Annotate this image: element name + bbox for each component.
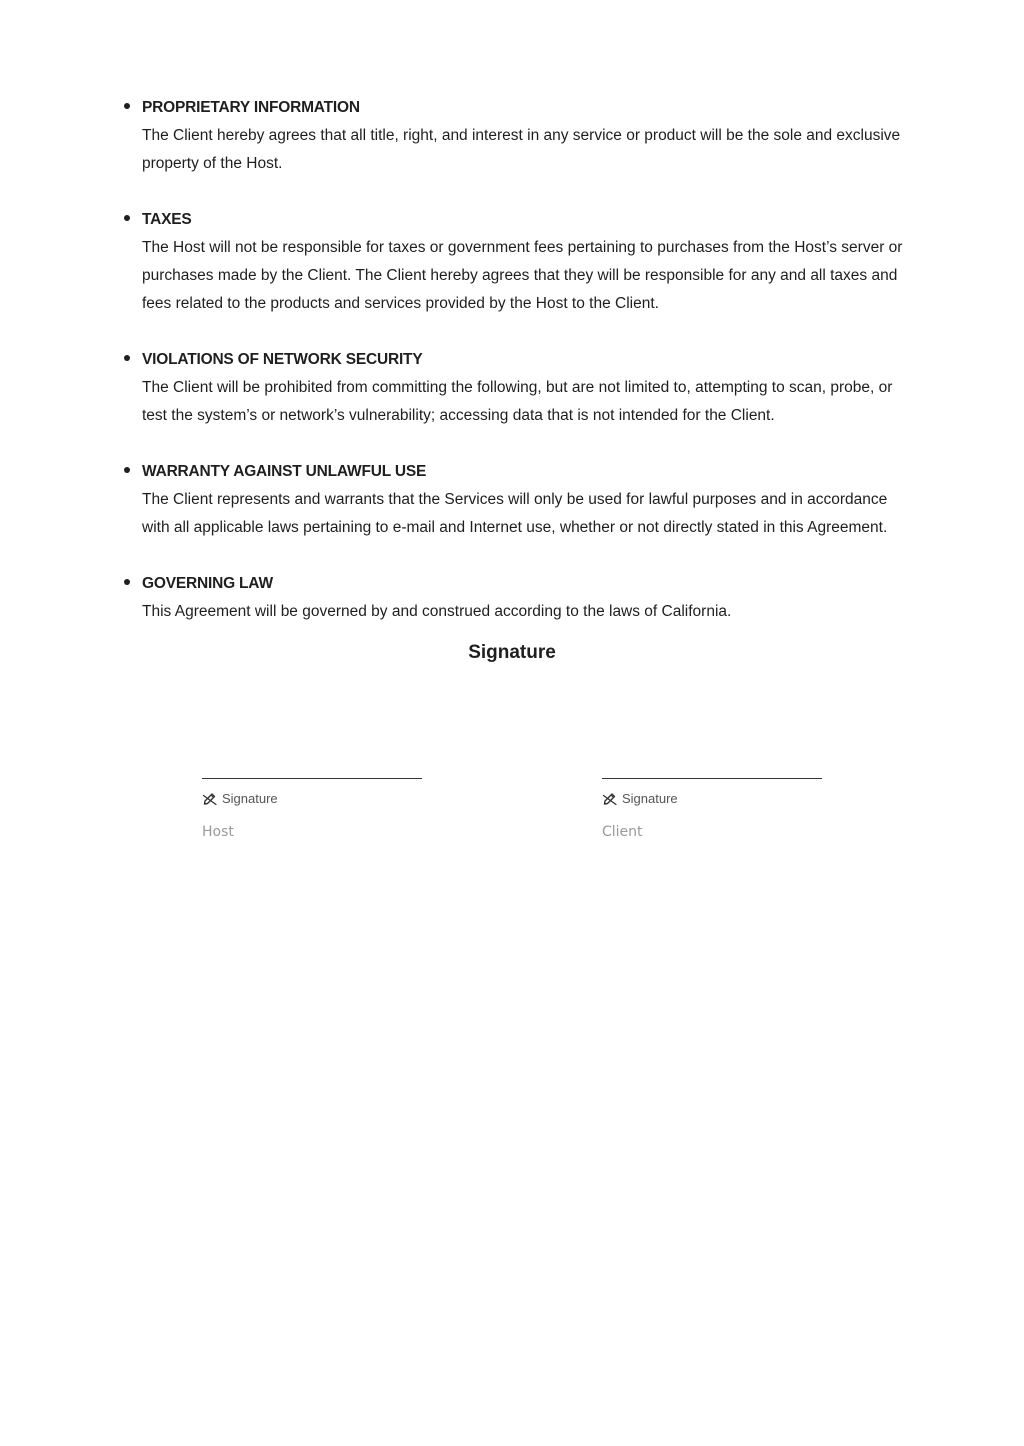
client-signature-caption [602,789,822,807]
client-signature-label: Signature [622,790,678,806]
bullet-icon [124,467,130,473]
clause-proprietary-information [110,94,916,178]
bullet-icon [124,215,130,221]
clause-body: The Client hereby agrees that all title, right, and interest in any service or product will be the sole and exclusive property of the Host. [142,127,901,172]
clause-governing-law [110,570,916,626]
bullet-icon [124,579,130,585]
clause-warranty-unlawful-use [110,458,916,542]
host-role-label: Host [202,824,234,840]
clause-taxes [110,206,916,318]
clause-title: WARRANTY AGAINST UNLAWFUL USE [142,463,427,480]
clause-body: The Client will be prohibited from committing the following, but are not limited to, attempting to scan, probe, or test the system’s or network’s vulnerability; accessing data that is not intended for the Client. [142,379,893,424]
clause-body: The Client represents and warrants that the Services will only be used for lawful purposes and in accordance with all applicable laws pertaining to e-mail and Internet use, whether or not directly stated in this Agreement. [142,491,888,536]
clause-title: GOVERNING LAW [142,575,273,592]
host-signature-block [202,778,422,840]
clause-title: VIOLATIONS OF NETWORK SECURITY [142,351,423,368]
bullet-icon [124,355,130,361]
clause-body: This Agreement will be governed by and construed according to the laws of California. [142,603,732,620]
bullet-icon [124,103,130,109]
host-signature-caption [202,789,422,807]
client-role-label: Client [602,824,643,840]
clause-title: PROPRIETARY INFORMATION [142,99,360,116]
signature-pen-icon [602,790,618,806]
host-signature-label: Signature [222,790,278,806]
clause-body: The Host will not be responsible for taxes or government fees pertaining to purchases from the Host’s server or purchases made by the Client. The Client hereby agrees that they will be responsible for any and all taxes and fees related to the products and services provided by the Host to the Client. [142,239,903,312]
client-signature-block [602,778,822,840]
clause-violations-network-security [110,346,916,430]
signature-heading: Signature [468,642,556,663]
clause-list [110,94,916,626]
signature-pen-icon [202,790,218,806]
clause-title: TAXES [142,211,192,228]
host-signature-line[interactable] [202,778,422,779]
client-signature-line[interactable] [602,778,822,779]
